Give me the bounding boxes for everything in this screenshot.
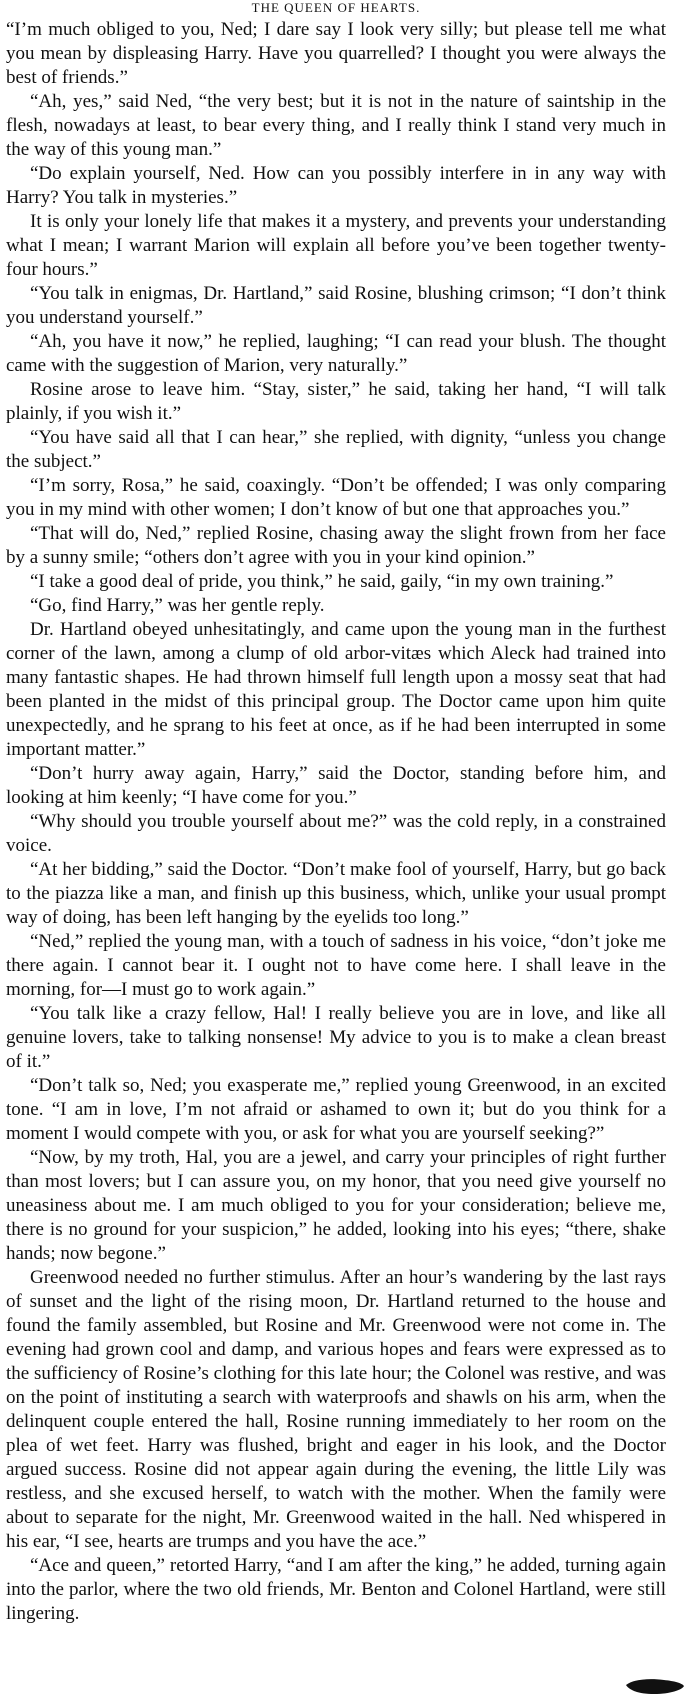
paragraph: “You talk like a crazy fellow, Hal! I really believe you are in love, and like all genuine lovers, take to talking nonsense! My advice to you is to make a clean breast of it.” <box>6 1003 666 1072</box>
paragraph: “Now, by my troth, Hal, you are a jewel, and carry your principles of right further than most lovers; but I can assure you, on my honor, that you need give yourself no uneasiness about me. I am much obliged to you for your consideration; believe me, there is no ground for your suspicion,” he added, looking into his eyes; “there, shake hands; now begone.” <box>6 1147 666 1264</box>
paragraph: “Why should you trouble yourself about me?” was the cold reply, in a constrained voice. <box>6 811 666 856</box>
running-head: THE QUEEN OF HEARTS. <box>251 0 421 15</box>
paragraph: “Ace and queen,” retorted Harry, “and I am after the king,” he added, turning again into the parlor, where the two old friends, Mr. Benton and Colonel Hartland, were still lingering. <box>6 1555 666 1624</box>
paragraph: “Ned,” replied the young man, with a touch of sadness in his voice, “don’t joke me there again. I cannot bear it. I ought not to have come here. I shall leave in the morning, for—I must go to work again.” <box>6 931 666 1000</box>
paragraph: “Don’t talk so, Ned; you exasperate me,” replied young Greenwood, in an excited tone. “I am in love, I’m not afraid or ashamed to own it; but do you think for a moment I would compete with you, or ask for what you are yourself seeking?” <box>6 1075 666 1144</box>
paragraph: “Go, find Harry,” was her gentle reply. <box>30 595 325 616</box>
paragraph: Greenwood needed no further stimulus. After an hour’s wandering by the last rays of sunset and the light of the rising moon, Dr. Hartland returned to the house and found the family assembled, but Rosine and Mr. Greenwood were not come in. The evening had grown cool and damp, and various hopes and fears were expressed as to the sufficiency of Rosine’s clothing for this late hour; the Colonel was restive, and was on the point of instituting a search with waterproofs and shawls on his arm, when the delinquent couple entered the hall, Rosine running immediately to her room on the plea of wet feet. Harry was flushed, bright and eager in his look, and the Doctor argued success. Rosine did not appear again during the evening, the little Lily was restless, and she excused herself, to watch with the mother. When the family were about to separate for the night, Mr. Greenwood waited in the hall. Ned whispered in his ear, “I see, hearts are trumps and you have the ace.” <box>6 1267 666 1552</box>
paragraph: “Do explain yourself, Ned. How can you possibly interfere in in any way with Harry? You talk in mysteries.” <box>6 163 666 208</box>
paragraph: “I take a good deal of pride, you think,” he said, gaily, “in my own training.” <box>30 571 614 592</box>
paragraph: Rosine arose to leave him. “Stay, sister,” he said, taking her hand, “I will talk plainly, if you wish it.” <box>6 379 666 424</box>
book-page <box>6 0 666 1700</box>
paragraph: “I’m much obliged to you, Ned; I dare say I look very silly; but please tell me what you mean by displeasing Harry. Have you quarrelled? I thought you were always the best of friends.” <box>6 19 666 88</box>
ink-blot-icon <box>624 1676 686 1696</box>
paragraph: “You talk in enigmas, Dr. Hartland,” said Rosine, blushing crimson; “I don’t think you understand yourself.” <box>6 283 666 328</box>
paragraph: “Ah, yes,” said Ned, “the very best; but it is not in the nature of saintship in the flesh, nowadays at least, to bear every thing, and I really think I stand very much in the way of this young man.” <box>6 91 666 160</box>
paragraph: “You have said all that I can hear,” she replied, with dignity, “unless you change the subject.” <box>6 427 666 472</box>
paragraph: “I’m sorry, Rosa,” he said, coaxingly. “Don’t be offended; I was only comparing you in my mind with other women; I don’t know of but one that approaches you.” <box>6 475 666 520</box>
paragraph: “At her bidding,” said the Doctor. “Don’t make fool of yourself, Harry, but go back to the piazza like a man, and finish up this business, which, unlike your usual prompt way of doing, has been left hanging by the eyelids too long.” <box>6 859 666 928</box>
paragraph: It is only your lonely life that makes it a mystery, and prevents your understanding what I mean; I warrant Marion will explain all before you’ve been together twenty-four hours.” <box>6 211 666 280</box>
paragraph: “Don’t hurry away again, Harry,” said the Doctor, standing before him, and looking at him keenly; “I have come for you.” <box>6 763 666 808</box>
story-text <box>6 18 666 1626</box>
paragraph: Dr. Hartland obeyed unhesitatingly, and came upon the young man in the furthest corner of the lawn, among a clump of old arbor-vitæs which Aleck had trained into many fantastic shapes. He had thrown himself full length upon a mossy seat that had been planted in the midst of this principal group. The Doctor came upon him quite unexpectedly, and he sprang to his feet at once, as if he had been interrupted in some important matter.” <box>6 619 666 760</box>
paragraph: “That will do, Ned,” replied Rosine, chasing away the slight frown from her face by a sunny smile; “others don’t agree with you in your kind opinion.” <box>6 523 666 568</box>
paragraph: “Ah, you have it now,” he replied, laughing; “I can read your blush. The thought came with the suggestion of Marion, very naturally.” <box>6 331 666 376</box>
